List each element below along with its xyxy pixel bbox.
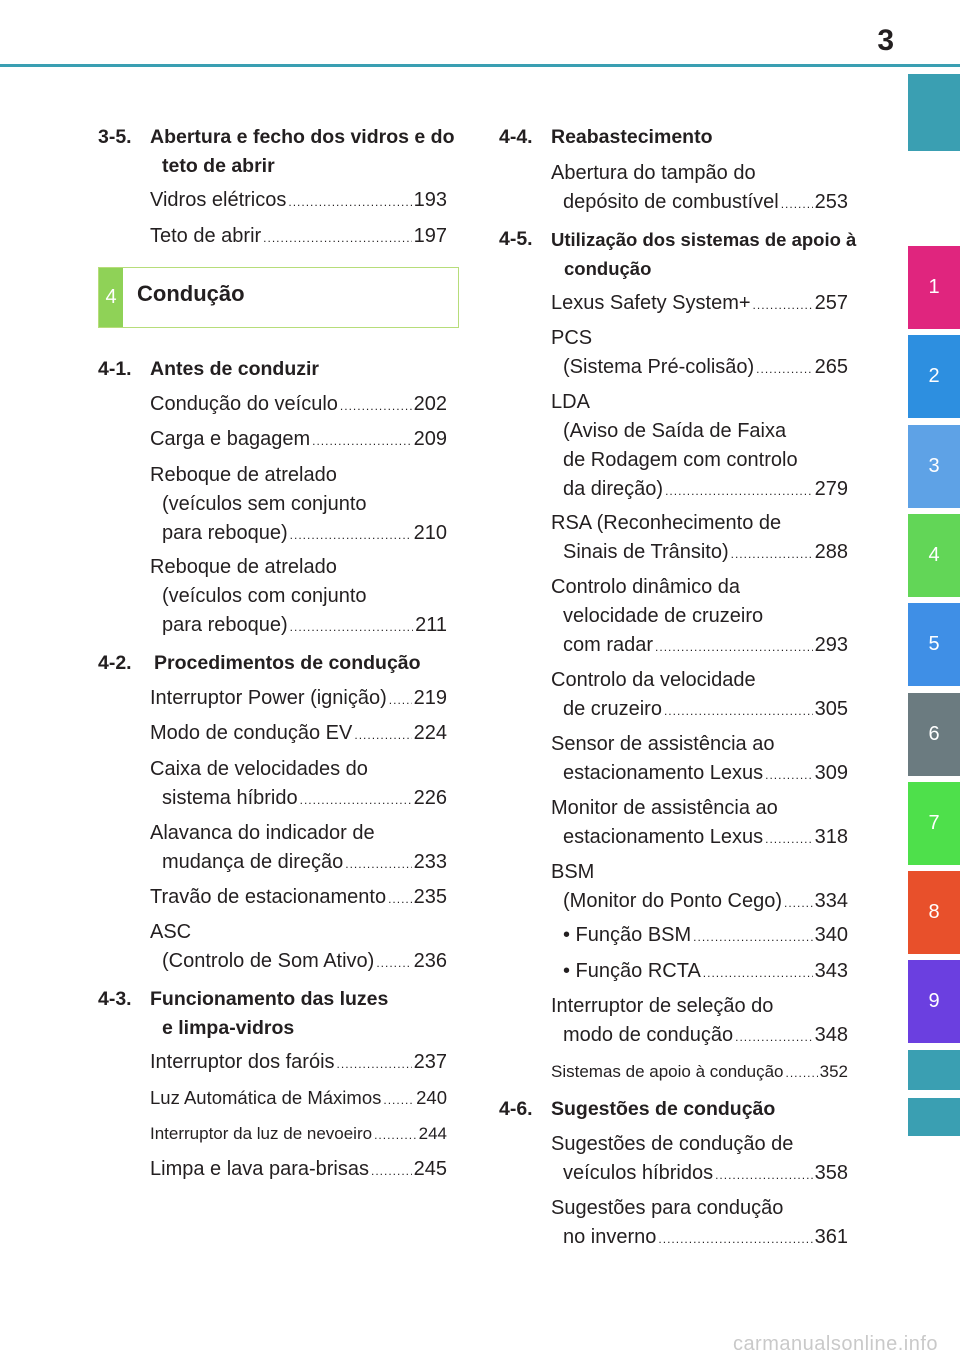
toc-entry[interactable]: Lexus Safety System+ ..... 257: [551, 289, 848, 320]
leader-dots: [765, 761, 812, 790]
toc-entry[interactable]: Travão de estacionamento ..... 235: [150, 883, 447, 914]
leader-dots: [290, 613, 413, 642]
section-heading-4-5: 4-5. Utilização dos sistemas de apoio à condução: [499, 228, 857, 279]
toc-entry[interactable]: Sistemas de apoio à condução ..... 352: [551, 1057, 848, 1088]
section-heading-3-5: 3-5. Abertura e fecho dos vidros e do teto de abrir: [98, 126, 455, 177]
watermark: carmanualsonline.info: [732, 1333, 938, 1355]
toc-entry[interactable]: PCS (Sistema Pré-colisão) ..... 265: [551, 324, 848, 384]
tab-blank-top[interactable]: [908, 74, 960, 151]
toc-entry[interactable]: Alavanca do indicador de mudança de direção ..... 233: [150, 819, 447, 879]
tab-chapter-5[interactable]: 5: [908, 603, 960, 686]
tab-chapter-4[interactable]: 4: [908, 514, 960, 597]
leader-dots: [371, 1157, 412, 1186]
toc-entry[interactable]: Controlo dinâmico da velocidade de cruzeiro com radar ..... 293: [551, 573, 848, 662]
leader-dots: [664, 697, 813, 726]
leader-dots: [376, 949, 411, 978]
tab-chapter-1[interactable]: 1: [908, 246, 960, 329]
toc-entry[interactable]: • Função RCTA ..... 343: [563, 957, 848, 988]
toc-entry[interactable]: Condução do veículo ..... 202: [150, 390, 447, 421]
toc-entry[interactable]: Vidros elétricos ..... 193: [150, 186, 447, 217]
toc-entry[interactable]: BSM (Monitor do Ponto Cego) ..... 334: [551, 858, 848, 918]
toc-entry[interactable]: RSA (Reconhecimento de Sinais de Trânsito) ..... 288: [551, 509, 848, 569]
leader-dots: [735, 1023, 812, 1052]
leader-dots: [655, 633, 813, 662]
leader-dots: [756, 355, 812, 384]
leader-dots: [389, 686, 412, 715]
toc-entry[interactable]: LDA (Aviso de Saída de Faixa de Rodagem com controlo da direção) ..... 279: [551, 388, 848, 506]
leader-dots: [383, 1086, 414, 1115]
toc-entry[interactable]: Interruptor da luz de nevoeiro ..... 244: [150, 1119, 447, 1150]
leader-dots: [786, 1059, 818, 1088]
tab-chapter-2[interactable]: 2: [908, 335, 960, 418]
leader-dots: [765, 825, 812, 854]
toc-entry[interactable]: Teto de abrir ..... 197: [150, 222, 447, 253]
leader-dots: [693, 923, 812, 952]
section-title: Condução: [137, 281, 245, 306]
leader-dots: [703, 959, 813, 988]
tab-blank-11[interactable]: [908, 1098, 960, 1136]
toc-entry[interactable]: Interruptor Power (ignição) ..... 219: [150, 684, 447, 715]
tab-chapter-8[interactable]: 8: [908, 871, 960, 954]
leader-dots: [263, 224, 411, 253]
tab-chapter-6[interactable]: 6: [908, 693, 960, 776]
tab-chapter-7[interactable]: 7: [908, 782, 960, 865]
leader-dots: [345, 850, 411, 879]
tab-chapter-3[interactable]: 3: [908, 425, 960, 508]
toc-entry[interactable]: Reboque de atrelado (veículos com conjunto para reboque) ..... 211: [150, 553, 447, 642]
toc-entry[interactable]: ASC (Controlo de Som Ativo) ..... 236: [150, 918, 447, 978]
toc-entry[interactable]: Abertura do tampão do depósito de combustível ..... 253: [551, 159, 848, 219]
toc-entry[interactable]: Monitor de assistência ao estacionamento Lexus ..... 318: [551, 794, 848, 854]
leader-dots: [753, 291, 813, 320]
toc-entry[interactable]: Limpa e lava para-brisas ..... 245: [150, 1155, 447, 1186]
toc-entry[interactable]: Sugestões de condução de veículos híbridos ..... 358: [551, 1130, 848, 1190]
toc-entry[interactable]: Sensor de assistência ao estacionamento Lexus ..... 309: [551, 730, 848, 790]
tab-blank-10[interactable]: [908, 1050, 960, 1090]
toc-entry[interactable]: Interruptor dos faróis ..... 237: [150, 1048, 447, 1079]
toc-entry[interactable]: Reboque de atrelado (veículos sem conjunto para reboque) ..... 210: [150, 461, 447, 550]
section-number: 4: [99, 268, 123, 327]
toc-entry[interactable]: Modo de condução EV ..... 224: [150, 719, 447, 750]
tab-chapter-9[interactable]: 9: [908, 960, 960, 1043]
toc-entry[interactable]: Interruptor de seleção do modo de condução ..... 348: [551, 992, 848, 1052]
leader-dots: [312, 427, 412, 456]
leader-dots: [731, 540, 813, 569]
toc-entry[interactable]: Sugestões para condução no inverno ..... 361: [551, 1194, 848, 1254]
toc-entry[interactable]: Carga e bagagem ..... 209: [150, 425, 447, 456]
leader-dots: [300, 786, 412, 815]
chapter-section-header: [98, 267, 459, 328]
leader-dots: [388, 885, 412, 914]
toc-entry[interactable]: • Função BSM ..... 340: [563, 921, 848, 952]
leader-dots: [374, 1121, 417, 1150]
leader-dots: [658, 1225, 812, 1254]
leader-dots: [665, 477, 813, 506]
leader-dots: [337, 1050, 412, 1079]
leader-dots: [290, 521, 412, 550]
toc-entry[interactable]: Caixa de velocidades do sistema híbrido ..... 226: [150, 755, 447, 815]
leader-dots: [340, 392, 412, 421]
section-heading-4-3: 4-3. Funcionamento das luzes e limpa-vidros: [98, 988, 389, 1039]
toc-entry[interactable]: Controlo da velocidade de cruzeiro ..... 305: [551, 666, 848, 726]
leader-dots: [715, 1161, 813, 1190]
leader-dots: [781, 190, 813, 219]
leader-dots: [354, 721, 411, 750]
leader-dots: [288, 188, 411, 217]
leader-dots: [784, 889, 813, 918]
top-rule: [0, 64, 960, 67]
page-number: 3: [877, 24, 894, 57]
toc-entry[interactable]: Luz Automática de Máximos ..... 240: [150, 1083, 447, 1115]
